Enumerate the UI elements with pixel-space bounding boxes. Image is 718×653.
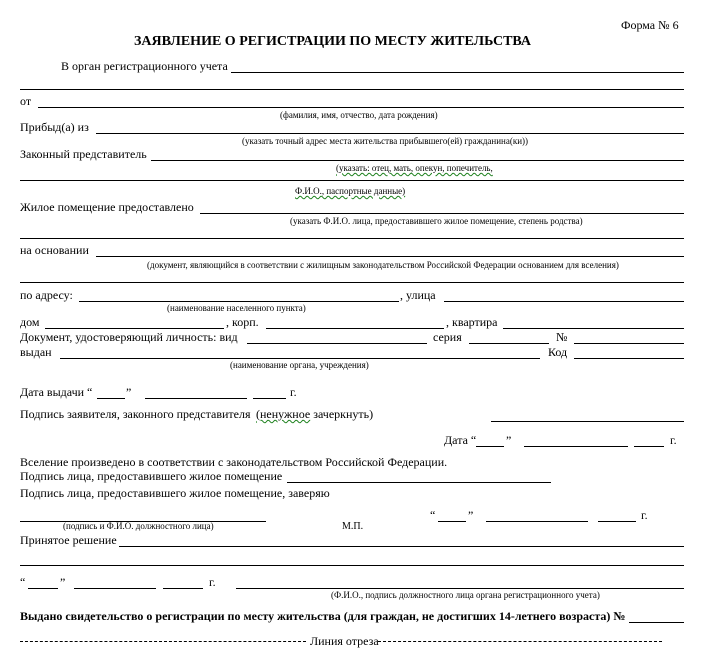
date-label: Дата “ (444, 433, 477, 447)
building-label: , корп. (226, 315, 259, 329)
street-field[interactable] (444, 301, 684, 302)
from-field[interactable] (38, 107, 684, 108)
officer-signature-field[interactable] (236, 588, 684, 589)
issue-quote-close: ” (126, 385, 132, 399)
issue-year-label: г. (290, 385, 297, 399)
series-label: серия (433, 330, 462, 344)
decision-day-field[interactable] (28, 588, 58, 589)
housing-field[interactable] (200, 213, 684, 214)
certify-day-field[interactable] (438, 521, 466, 522)
series-field[interactable] (469, 343, 549, 344)
locality-field[interactable] (79, 301, 399, 302)
date-month-field[interactable] (524, 446, 628, 447)
id-doc-type-field[interactable] (247, 343, 427, 344)
to-organ-label: В орган регистрационного учета (61, 59, 228, 73)
basis-field-line2[interactable] (20, 282, 684, 283)
cut-line-right (378, 641, 662, 642)
number-field[interactable] (574, 343, 684, 344)
legal-rep-field[interactable] (151, 160, 684, 161)
stamp-label: М.П. (342, 521, 364, 532)
legal-rep-hint-2: Ф.И.О., паспортные данные) (295, 186, 406, 196)
legal-rep-hint-1: (указать: отец, мать, опекун, попечитель, (336, 163, 493, 173)
certify-quote-close: ” (468, 508, 474, 522)
official-hint: (подпись и Ф.И.О. должностного лица) (63, 521, 214, 531)
date-year-label: г. (670, 433, 677, 447)
housing-label: Жилое помещение предоставлено (20, 200, 194, 214)
applicant-signature-field[interactable] (491, 421, 684, 422)
signature-strike-word: (ненужное (256, 407, 311, 421)
certify-year-label: г. (641, 508, 648, 522)
date-day-field[interactable] (476, 446, 504, 447)
from-hint: (фамилия, имя, отчество, дата рождения) (280, 110, 438, 120)
issue-day-field[interactable] (97, 398, 125, 399)
signature-label: Подпись заявителя, законного представителя (20, 407, 251, 421)
housing-hint: (указать Ф.И.О. лица, предоставившего жилое помещение, степень родства) (290, 216, 583, 226)
from-label: от (20, 94, 32, 108)
issue-date-label: Дата выдачи “ (20, 385, 93, 399)
certify-quote-open: “ (430, 508, 436, 522)
cut-line-label: Линия отреза (310, 634, 379, 648)
address-label: по адресу: (20, 288, 73, 302)
code-label: Код (548, 345, 568, 359)
decision-year-label: г. (209, 575, 216, 589)
certificate-number-field[interactable] (629, 622, 684, 623)
certify-month-field[interactable] (486, 521, 588, 522)
decision-quote-open: “ (20, 575, 26, 589)
moved-in-text: Вселение произведено в соответствии с законодательством Российской Федерации. (20, 455, 448, 469)
issued-label: выдан (20, 345, 52, 359)
to-organ-field[interactable] (231, 72, 684, 73)
certificate-text: Выдано свидетельство о регистрации по месту жительства (для граждан, не достигших 14-летнего возраста) № (20, 609, 626, 623)
apartment-field[interactable] (503, 328, 684, 329)
date-quote-close: ” (506, 433, 512, 447)
basis-hint: (документ, являющийся в соответствии с жилищным законодательством Российской Федерации основанием для вселения) (147, 260, 619, 270)
provider-signature-field[interactable] (287, 482, 551, 483)
arrived-from-field[interactable] (96, 133, 684, 134)
decision-label: Принятое решение (20, 533, 117, 547)
to-organ-field-line2[interactable] (20, 89, 684, 90)
issue-year-field[interactable] (253, 398, 286, 399)
page-title: ЗАЯВЛЕНИЕ О РЕГИСТРАЦИИ ПО МЕСТУ ЖИТЕЛЬСТВА (134, 34, 531, 49)
officer-hint: (Ф.И.О., подпись должностного лица органа регистрационного учета) (331, 590, 600, 600)
date-year-field[interactable] (634, 446, 664, 447)
locality-hint: (наименование населенного пункта) (167, 303, 306, 313)
arrived-hint: (указать точный адрес места жительства прибывшего(ей) гражданина(ки)) (242, 136, 529, 146)
basis-label: на основании (20, 243, 89, 257)
arrived-from-label: Прибыд(а) из (20, 120, 89, 134)
issued-field[interactable] (60, 358, 540, 359)
legal-rep-field-line2[interactable] (20, 180, 684, 181)
form-number: Форма № 6 (621, 18, 679, 32)
building-field[interactable] (266, 328, 444, 329)
organ-hint: (наименование органа, учреждения) (230, 360, 369, 370)
id-doc-label: Документ, удостоверяющий личность: вид (20, 330, 238, 344)
code-field[interactable] (574, 358, 684, 359)
street-label: , улица (400, 288, 436, 302)
decision-year-field[interactable] (163, 588, 203, 589)
issue-month-field[interactable] (145, 398, 247, 399)
basis-field[interactable] (96, 256, 684, 257)
decision-field[interactable] (119, 546, 684, 547)
number-label: № (556, 330, 568, 344)
decision-month-field[interactable] (74, 588, 156, 589)
decision-quote-close: ” (60, 575, 66, 589)
house-field[interactable] (45, 328, 224, 329)
cut-line-left (20, 641, 306, 642)
housing-field-line2[interactable] (20, 238, 684, 239)
signature-strike-tail: зачеркнуть) (310, 407, 374, 421)
decision-field-line2[interactable] (20, 565, 684, 566)
certify-year-field[interactable] (598, 521, 636, 522)
provider-certify-label: Подпись лица, предоставившего жилое помещение, заверяю (20, 486, 330, 500)
house-label: дом (20, 315, 40, 329)
apartment-label: , квартира (446, 315, 498, 329)
legal-rep-label: Законный представитель (20, 147, 147, 161)
provider-signature-label: Подпись лица, предоставившего жилое помещение (20, 469, 283, 483)
